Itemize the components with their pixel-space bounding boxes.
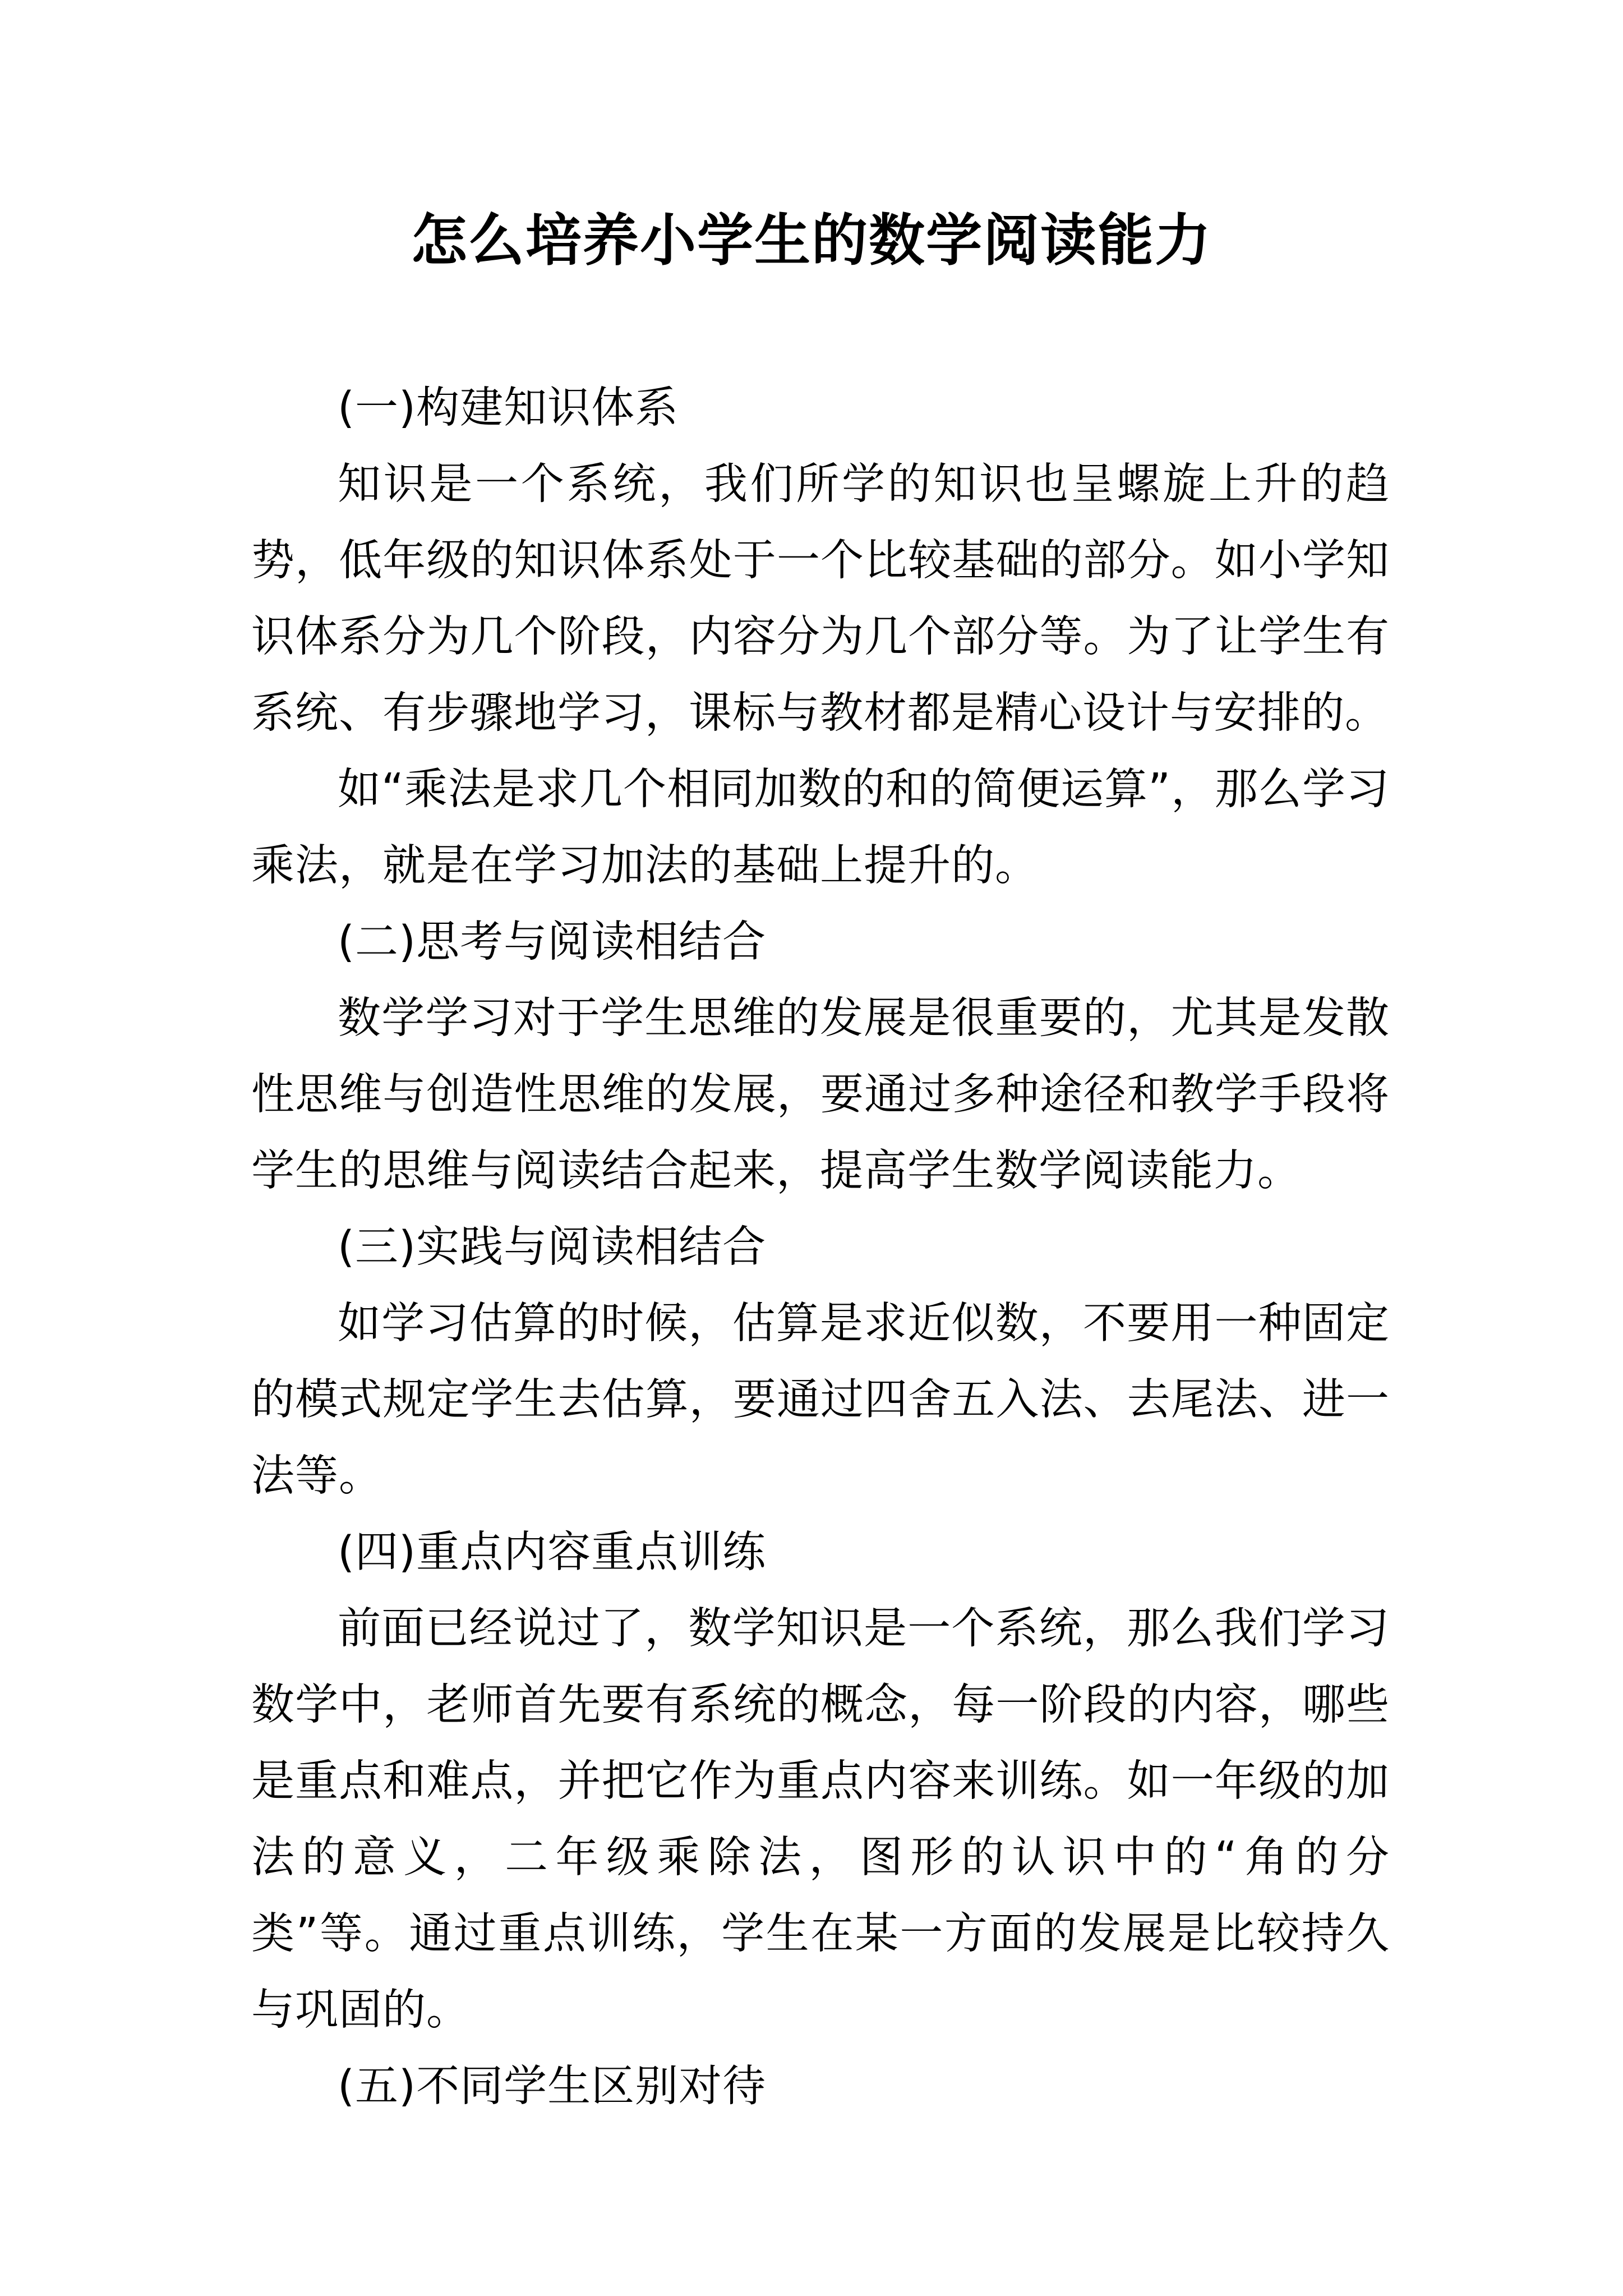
paragraph: 如学习估算的时候，估算是求近似数，不要用一种固定的模式规定学生去估算，要通过四舍五入法、去尾法、进一法等。 xyxy=(251,1299,1390,1501)
section-heading-3: (三)实践与阅读相结合 xyxy=(338,1222,767,1272)
paragraph: 知识是一个系统，我们所学的知识也呈螺旋上升的趋势，低年级的知识体系处于一个比较基础的部分。如小学知识体系分为几个阶段，内容分为几个部分等。为了让学生有系统、有步骤地学习，课标与教材都是精心设计与安排的。 xyxy=(251,459,1390,738)
paragraph: 前面已经说过了，数学知识是一个系统，那么我们学习数学中，老师首先要有系统的概念，每一阶段的内容，哪些是重点和难点，并把它作为重点内容来训练。如一年级的加法的意义，二年级乘除法，图形的认识中的“角的分类”等。通过重点训练，学生在某一方面的发展是比较持久与巩固的。 xyxy=(251,1604,1390,2035)
document-body xyxy=(251,370,1390,2125)
paragraph: 如“乘法是求几个相同加数的和的简便运算”，那么学习乘法，就是在学习加法的基础上提升的。 xyxy=(251,765,1390,891)
section-heading-1: (一)构建知识体系 xyxy=(338,383,679,433)
section-heading-5: (五)不同学生区别对待 xyxy=(338,2062,767,2111)
document-title: 怎么培养小学生的数学阅读能力 xyxy=(411,207,1212,273)
section-heading-2: (二)思考与阅读相结合 xyxy=(338,917,767,967)
section-heading-4: (四)重点内容重点训练 xyxy=(338,1527,767,1577)
paragraph: 数学学习对于学生思维的发展是很重要的，尤其是发散性思维与创造性思维的发展，要通过多种途径和教学手段将学生的思维与阅读结合起来，提高学生数学阅读能力。 xyxy=(251,993,1390,1196)
